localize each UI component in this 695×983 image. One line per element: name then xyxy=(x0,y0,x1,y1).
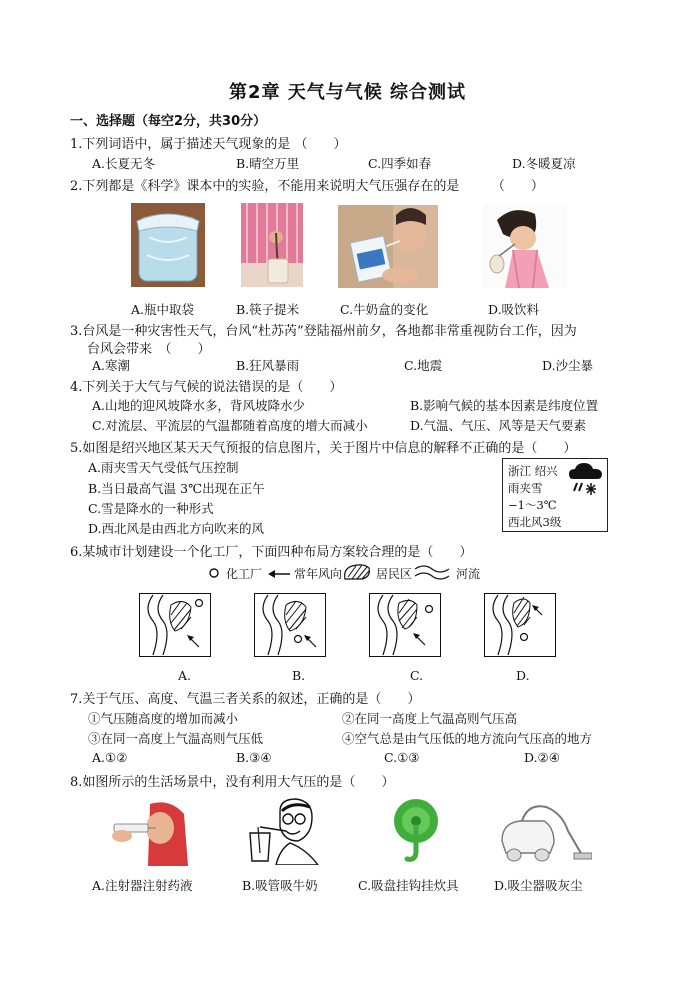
q2-option-d[interactable]: D.吸饮料 xyxy=(488,302,540,317)
q7-option-c[interactable]: C.①③ xyxy=(384,750,420,765)
question-1-stem: 1.下列词语中，属于描述天气现象的是 （ ） xyxy=(70,137,347,152)
section-heading: 一、选择题（每空2分，共30分） xyxy=(70,114,267,129)
page-title: 第2章 天气与气候 综合测试 xyxy=(228,82,467,103)
sleet-icon xyxy=(567,461,605,501)
question-2-stem: 2.下列都是《科学》课本中的实验，不能用来说明大气压强存在的是 （ ） xyxy=(70,179,544,194)
q3-option-a[interactable]: A.寒潮 xyxy=(92,358,131,373)
question-3-stem-cont: 台风会带来 （ ） xyxy=(87,342,211,357)
vacuum-cleaner-drawing xyxy=(498,797,592,865)
q8-option-b[interactable]: B.吸管吸牛奶 xyxy=(242,878,318,893)
q7-option-a[interactable]: A.①② xyxy=(92,750,128,765)
wind-arrow-icon xyxy=(268,569,292,579)
legend-river: 河流 xyxy=(456,567,481,581)
q6-option-a[interactable]: A. xyxy=(178,668,192,683)
q7-statement-2: ②在同一高度上气温高则气压高 xyxy=(342,711,518,726)
question-4-stem: 4.下列关于大气与气候的说法错误的是（ ） xyxy=(70,380,343,395)
forecast-location: 浙江 绍兴 xyxy=(508,464,558,478)
q7-statement-1: ①气压随高度的增加而减小 xyxy=(88,711,239,726)
q5-option-d[interactable]: D.西北风是由西北方向吹来的风 xyxy=(88,521,265,536)
factory-legend-icon xyxy=(208,567,220,579)
question-3-stem: 3.台风是一种灾害性天气，台风“杜苏芮”登陆福州前夕，各地都非常重视防台工作，因为 xyxy=(70,324,577,339)
q5-option-a[interactable]: A.雨夹雪天气受低气压控制 xyxy=(88,460,239,475)
q8-option-a[interactable]: A.注射器注射药液 xyxy=(92,878,193,893)
legend-residential: 居民区 xyxy=(376,567,413,581)
drinking-straw-photo xyxy=(483,204,567,288)
question-8-stem: 8.如图所示的生活场景中，没有利用大气压的是（ ） xyxy=(70,775,395,790)
q1-option-c[interactable]: C.四季如春 xyxy=(368,156,432,171)
q2-option-b[interactable]: B.筷子提米 xyxy=(236,302,300,317)
q3-option-d[interactable]: D.沙尘暴 xyxy=(542,358,594,373)
legend-factory: 化工厂 xyxy=(226,567,263,581)
legend-wind: 常年风向 xyxy=(294,567,343,581)
q2-option-c[interactable]: C.牛奶盒的变化 xyxy=(340,302,429,317)
weather-forecast-box xyxy=(502,458,608,532)
q4-option-b[interactable]: B.影响气候的基本因素是纬度位置 xyxy=(410,398,599,413)
q7-option-b[interactable]: B.③④ xyxy=(236,750,272,765)
forecast-weather: 雨夹雪 xyxy=(508,481,543,495)
residential-legend-icon xyxy=(342,563,372,581)
q3-option-c[interactable]: C.地震 xyxy=(404,358,443,373)
q4-option-a[interactable]: A.山地的迎风坡降水多，背风坡降水少 xyxy=(92,398,306,413)
question-6-stem: 6.某城市计划建设一个化工厂，下面四种布局方案较合理的是（ ） xyxy=(70,545,473,560)
question-5-stem: 5.如图是绍兴地区某天天气预报的信息图片，关于图片中信息的解释不正确的是（ ） xyxy=(70,441,577,456)
forecast-temperature: −1～3℃ xyxy=(508,498,557,512)
q1-option-b[interactable]: B.晴空万里 xyxy=(236,156,300,171)
straw-milk-drawing xyxy=(246,797,322,865)
q4-option-c[interactable]: C.对流层、平流层的气温都随着高度的增大而减小 xyxy=(92,418,368,433)
q2-option-a[interactable]: A.瓶中取袋 xyxy=(131,302,195,317)
syringe-photo xyxy=(110,798,188,866)
chopstick-rice-photo xyxy=(241,203,303,287)
milk-carton-photo xyxy=(338,205,438,288)
layout-map-c[interactable] xyxy=(369,593,441,657)
q7-statement-3: ③在同一高度上气温高则气压低 xyxy=(88,731,264,746)
q5-option-c[interactable]: C.雪是降水的一种形式 xyxy=(88,501,214,516)
q6-option-d[interactable]: D. xyxy=(516,668,530,683)
q8-option-d[interactable]: D.吸尘器吸灰尘 xyxy=(494,878,583,893)
q3-option-b[interactable]: B.狂风暴雨 xyxy=(236,358,300,373)
forecast-wind: 西北风3级 xyxy=(508,515,562,529)
layout-map-b[interactable] xyxy=(254,593,326,657)
q7-option-d[interactable]: D.②④ xyxy=(524,750,560,765)
layout-map-a[interactable] xyxy=(139,593,211,657)
q6-option-c[interactable]: C. xyxy=(410,668,424,683)
layout-map-d[interactable] xyxy=(484,593,556,657)
river-legend-icon xyxy=(414,564,450,580)
suction-hook-photo xyxy=(385,797,447,865)
q1-option-d[interactable]: D.冬暖夏凉 xyxy=(512,156,576,171)
jar-bag-photo xyxy=(131,203,205,287)
q6-option-b[interactable]: B. xyxy=(292,668,306,683)
q4-option-d[interactable]: D.气温、气压、风等是天气要素 xyxy=(410,418,587,433)
q7-statement-4: ④空气总是由气压低的地方流向气压高的地方 xyxy=(342,731,593,746)
q5-option-b[interactable]: B.当日最高气温 3℃出现在正午 xyxy=(88,481,265,496)
question-7-stem: 7.关于气压、高度、气温三者关系的叙述，正确的是（ ） xyxy=(70,692,421,707)
q1-option-a[interactable]: A.长夏无冬 xyxy=(92,156,156,171)
q8-option-c[interactable]: C.吸盘挂钩挂炊具 xyxy=(358,878,459,893)
